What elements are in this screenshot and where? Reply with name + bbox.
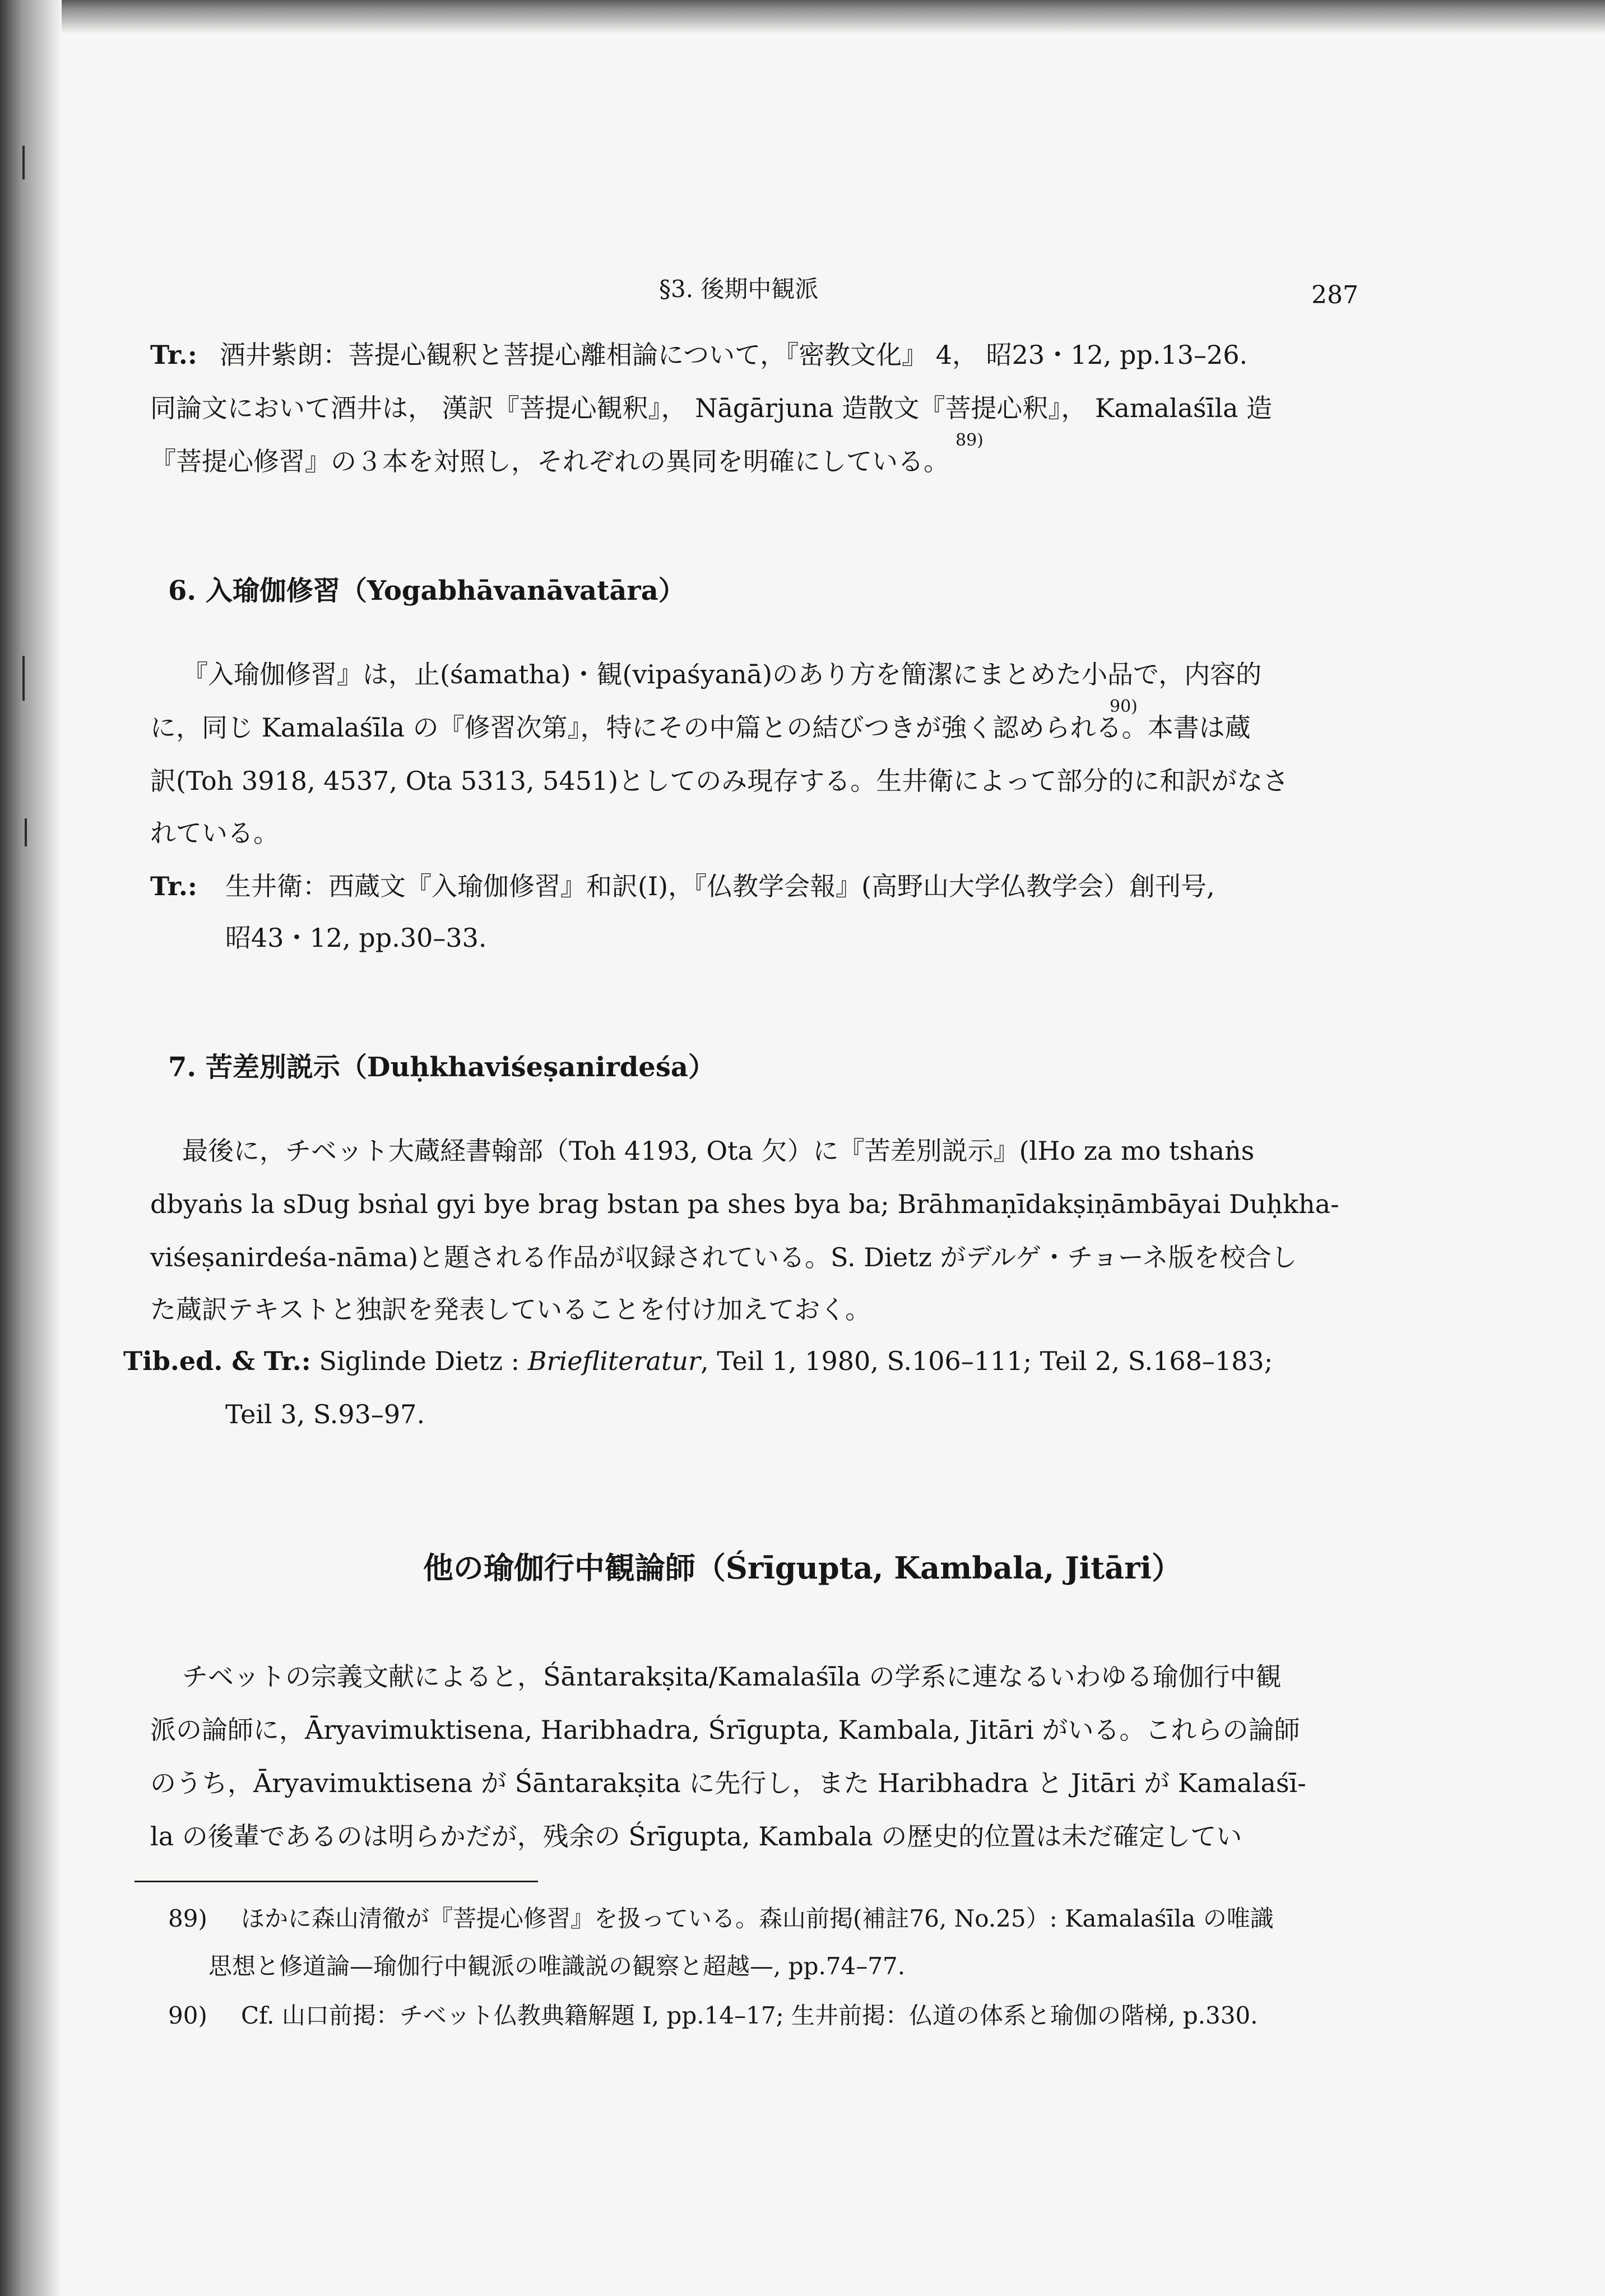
ref-label: Tib.ed. & Tr.: xyxy=(123,1346,311,1376)
ref-rest: , Teil 1, 1980, S.106–111; Teil 2, S.168–183; xyxy=(701,1346,1273,1376)
footnote-line: ほかに森山清徹が『菩提心修習』を扱っている。森山前掲(補註76, No.25）: Kamalaśīla の唯識 xyxy=(241,1905,1274,1932)
paragraph-line: la の後輩であるのは明らかだが，残余の Śrīgupta, Kambala の歴史的位置は未だ確定してい xyxy=(150,1821,1242,1851)
note-ref-89: 89) xyxy=(955,430,984,450)
scan-edge-left xyxy=(0,0,62,2296)
footnote-number: 90) xyxy=(168,2002,207,2029)
intro-line: 『菩提心修習』の３本を対照し，それぞれの異同を明確にしている。 xyxy=(150,446,949,476)
paragraph-line: チベットの宗義文献によると，Śāntarakṣita/Kamalaśīla の学系に連なるいわゆる瑜伽行中観 xyxy=(182,1661,1282,1692)
footnote-number: 89) xyxy=(168,1905,207,1932)
scan-edge-top xyxy=(0,0,1605,34)
section-heading-other-masters: 他の瑜伽行中観論師（Śrīgupta, Kambala, Jitāri） xyxy=(423,1550,1182,1586)
reference-line: Teil 3, S.93–97. xyxy=(225,1399,425,1429)
tr-label: Tr.: xyxy=(150,340,197,370)
footnote-line: Cf. 山口前掲：チベット仏教典籍解題 Ⅰ, pp.14–17; 生井前掲：仏道の体系と瑜伽の階梯, p.330. xyxy=(241,2002,1258,2029)
running-header: §3. 後期中観派 xyxy=(659,275,819,303)
tr-line: 生井衛：西蔵文『入瑜伽修習』和訳(Ⅰ)，『仏教学会報』(高野山大学仏教学会）創刊号, xyxy=(225,871,1215,901)
intro-line: 同論文において酒井は， 漢訳『菩提心観釈』， Nāgārjuna 造散文『菩提心釈』， Kamalaśīla 造 xyxy=(150,393,1273,423)
paragraph-line: のうち，Āryavimuktisena が Śāntarakṣita に先行し，また Haribhadra と Jitāri が Kamalaśī- xyxy=(150,1768,1306,1798)
scan-mark xyxy=(22,656,25,701)
footnote-line: 思想と修道論—瑜伽行中観派の唯識説の観察と超越—, pp.74–77. xyxy=(208,1952,906,1980)
ref-work-title: Briefliteratur xyxy=(527,1346,701,1376)
footnote-rule xyxy=(134,1881,538,1882)
tr-label: Tr.: xyxy=(150,871,197,901)
intro-line: 酒井紫朗：菩提心観釈と菩提心離相論について，『密教文化』 4， 昭23・12, pp.13–26. xyxy=(220,340,1248,370)
paragraph-line: viśeṣanirdeśa-nāma)と題される作品が収録されている。S. Dietz がデルゲ・チョーネ版を校合し xyxy=(150,1242,1297,1272)
note-ref-90: 90) xyxy=(1110,697,1138,716)
scan-mark xyxy=(22,146,25,179)
page-number: 287 xyxy=(1311,281,1358,309)
paragraph-line: 最後に，チベット大蔵経書翰部（Toh 4193, Ota 欠）に『苦差別説示』(lHo za mo tshaṅs xyxy=(182,1136,1255,1166)
paragraph-line: た蔵訳テキストと独訳を発表していることを付け加えておく。 xyxy=(150,1294,871,1325)
paragraph-line: dbyaṅs la sDug bsṅal gyi bye brag bstan pa shes bya ba; Brāhmaṇīdakṣiṇāmbāyai Duḥkha- xyxy=(150,1189,1339,1219)
paragraph-line: れている。 xyxy=(150,818,279,848)
tr-line: 昭43・12, pp.30–33. xyxy=(225,923,487,953)
paragraph-line: に，同じ Kamalaśīla の『修習次第』，特にその中篇との結びつきが強く認められる。本書は蔵 xyxy=(150,712,1251,743)
ref-author: Siglinde Dietz : xyxy=(319,1346,528,1376)
scan-mark xyxy=(25,818,27,846)
reference-line xyxy=(123,1348,1273,1374)
paragraph-line: 派の論師に，Āryavimuktisena, Haribhadra, Śrīgupta, Kambala, Jitāri がいる。これらの論師 xyxy=(150,1715,1300,1745)
paragraph-line: 訳(Toh 3918, 4537, Ota 5313, 5451)としてのみ現存する。生井衛によって部分的に和訳がなさ xyxy=(150,766,1289,796)
section-heading-7: 7. 苦差別説示（Duḥkhaviśeṣanirdeśa） xyxy=(168,1052,715,1083)
paragraph-line: 『入瑜伽修習』は，止(śamatha)・観(vipaśyanā)のあり方を簡潔にまとめた小品で，内容的 xyxy=(182,659,1262,689)
section-heading-6: 6. 入瑜伽修習（Yogabhāvanāvatāra） xyxy=(168,575,685,607)
